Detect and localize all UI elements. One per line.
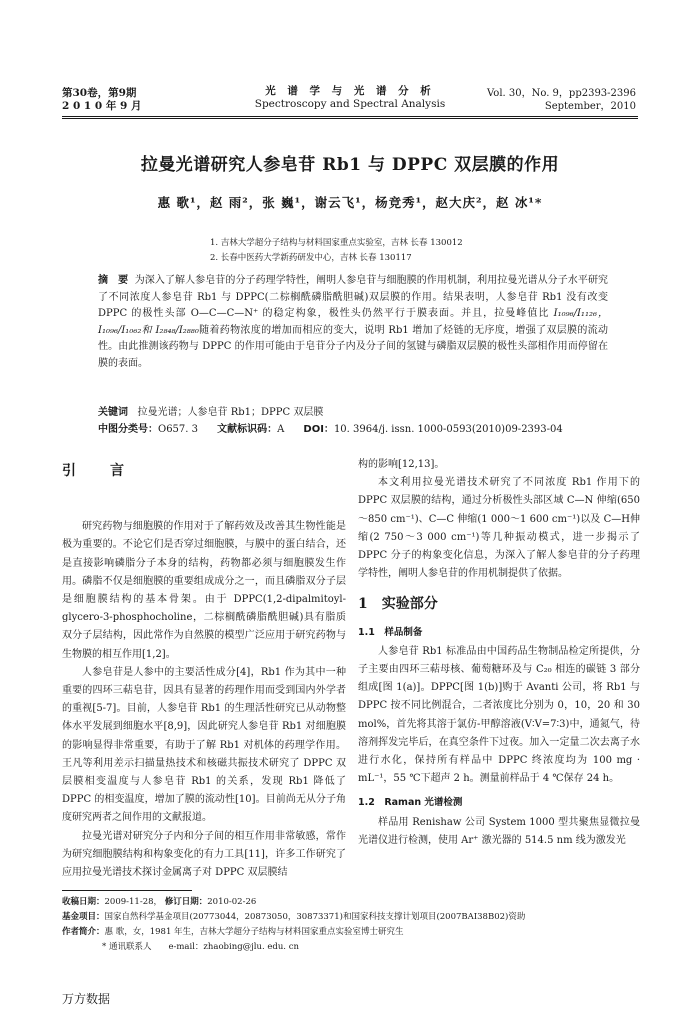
abstract [98, 273, 608, 372]
introduction-heading: 引 言 [62, 463, 134, 479]
abstract-text-1: 为深入了解人参皂苷的分子药理学特性，阐明人参皂苷与细胞膜的作用机制，利用拉曼光谱从分子水平研究了不同浓度人参皂苷 Rb1 与 DPPC(二棕榈酰磷脂酰胆碱)双层膜的作用。结果表明，人参皂苷 Rb1 没有改变 DPPC 的极性头部 O—C—C—N⁺ 的稳定构象，极性头仍然平行于膜表面。并且，拉曼峰值比 [98, 275, 609, 319]
doi-value: 10. 3964/j. issn. 1000-0593(2010)09-2393-04 [333, 423, 563, 435]
citation-volume: Vol. 30，No. 9，pp2393-2396 [487, 88, 636, 99]
subsection-1-2-text: 样品用 Renishaw 公司 System 1000 型共聚焦显微拉曼光谱仪进行检测，使用 Ar⁺ 激光器的 514.5 nm 线为激发光 [358, 816, 640, 846]
keywords-text: 拉曼光谱；人参皂苷 Rb1；DPPC 双层膜 [137, 407, 324, 418]
left-column [62, 463, 346, 882]
intro-paragraph-1: 研究药物与细胞膜的作用对于了解药效及改善其生物性能是极为重要的。不论它们是否穿过细胞膜，与膜中的蛋白结合，还是直接影响磷脂分子本身的结构，药物都必须与细胞膜发生作用。磷脂不仅是细胞膜的重要组成成分之一，而且磷脂双分子层是细胞膜结构的基本骨架。由于 DPPC(1,2-dipalmitoyl-glycero-3-phosphocholine，二棕榈酰磷脂酰胆碱)具有脂质双分子层结构，因此常作为自然膜的模型广泛应用于研究药物与生物膜的相互作用[1,2]。 [62, 521, 346, 660]
section-1-heading: 1 实验部分 [358, 596, 438, 613]
classification-line [98, 422, 618, 439]
dates-line [62, 895, 662, 910]
doi-label: DOI： [303, 423, 334, 435]
fund-line [62, 910, 662, 925]
affiliations [210, 236, 463, 266]
journal-name-en: Spectroscopy and Spectral Analysis [254, 98, 446, 110]
fund-text: 国家自然科学基金项目(20773044，20873050，30873371)和国家科技支撑计划项目(2007BAI38B02)资助 [104, 912, 526, 922]
right-column [358, 456, 640, 850]
abstract-ratios: I₁₀₉₆/I₁₁₂₆，I₁₀₉₆/I₁₀₆₂和 I₂₈₄₈/I₂₈₈₀ [98, 308, 609, 336]
bio-label: 作者简介： [62, 927, 105, 937]
article-title: 拉曼光谱研究人参皂苷 Rb1 与 DPPC 双层膜的作用 [140, 155, 560, 175]
journal-name-cn: 光 谱 学 与 光 谱 分 析 [265, 85, 435, 97]
article-authors: 惠 歌¹，赵 雨²，张 巍¹，谢云飞¹，杨竞秀¹，赵大庆²，赵 冰¹* [157, 195, 543, 210]
citation-date: September，2010 [544, 101, 636, 112]
clc-value: O657. 3 [158, 423, 199, 435]
received-date: 2009-11-28， [104, 897, 163, 907]
abstract-label: 摘 要 [98, 275, 129, 286]
bio-text: 惠 歌，女，1981 年生，吉林大学超分子结构与材料国家重点实验室博士研究生 [104, 927, 404, 937]
revised-date: 2010-02-26 [207, 897, 257, 907]
clc-label: 中图分类号： [98, 423, 158, 435]
affiliation-2: 2. 长春中医药大学新药研发中心，吉林 长春 130117 [210, 253, 412, 263]
journal-citation [487, 87, 636, 113]
intro-paragraph-3: 拉曼光谱对研究分子内和分子间的相互作用非常敏感，常作为研究细胞膜结构和构象变化的有力工具[11]，许多工作研究了应用拉曼光谱技术探讨金属离子对 DPPC 双层膜结 [62, 830, 346, 879]
affiliation-1: 1. 吉林大学超分子结构与材料国家重点实验室，吉林 长春 130012 [210, 238, 463, 248]
header-rule-bottom [62, 118, 638, 119]
issue-date-text: 2 0 1 0 年 9 月 [62, 100, 142, 112]
header-rule-top [62, 116, 638, 117]
watermark-text: 万方数据 [62, 992, 111, 1006]
intro-paragraph-2: 人参皂苷是人参中的主要活性成分[4]，Rb1 作为其中一种重要的四环三萜皂苷，因具有显著的药理作用而受到国内外学者的重视[5-7]。目前，人参皂苷 Rb1 的生理活性研究已从动物整体水平发展到细胞水平[8,9]，因此研究人参皂苷 Rb1 对细胞膜的影响显得非常重要，有助于了解 Rb1 对机体的药理学作用。王凡等利用差示扫描量热技术和核磁共振技术研究了 DPPC 双层膜相变温度与人参皂苷 Rb1 的关系，发现 Rb1 降低了 DPPC 的相变温度，增加了膜的流动性[10]。目前尚无从分子角度研究两者之间作用的文献报道。 [62, 666, 346, 824]
journal-volume-issue [62, 87, 141, 113]
doccode-value: A [277, 423, 285, 435]
doccode-label: 文献标识码： [217, 423, 278, 435]
volume-issue-text: 第30卷，第9期 [62, 87, 137, 99]
journal-name [250, 85, 450, 111]
subsection-1-1-heading: 1.1 样品制备 [358, 626, 423, 638]
footnotes [62, 895, 662, 955]
keywords-line [98, 405, 618, 422]
keywords-block [98, 405, 618, 438]
right-paragraph-0: 构的影响[12,13]。 [358, 459, 445, 470]
abstract-text-2: 随着药物浓度的增加而相应的变大，说明 Rb1 增加了烃链的无序度，增强了双层膜的流动性。由此推测该药物与 DPPC 的作用可能由于皂苷分子内及分子间的氢键与磷脂双层膜的极性头部相作用而停留在膜的表面。 [98, 324, 608, 369]
right-paragraph-1: 本文利用拉曼光谱技术研究了不同浓度 Rb1 作用下的 DPPC 双层膜的结构，通过分析极性头部区域 C—N 伸缩(650～850 cm⁻¹)、C—C 伸缩(1 000～1 600 cm⁻¹)以及 C—H伸缩(2 750～3 000 cm⁻¹)等几种振动模式，进一步揭示了 DPPC 分子的构象变化信息，为深入了解人参皂苷的分子药理学特性，阐明人参皂苷的作用机制提供了依据。 [358, 477, 640, 580]
correspondence-line: * 通讯联系人 e-mail：zhaobing@jlu. edu. cn [102, 942, 299, 952]
revised-label: 修订日期： [164, 897, 208, 907]
fund-label: 基金项目： [62, 912, 105, 922]
subsection-1-2-heading: 1.2 Raman 光谱检测 [358, 797, 463, 809]
bio-line [62, 925, 662, 940]
footnote-rule [62, 890, 192, 891]
received-label: 收稿日期： [62, 897, 105, 907]
keywords-label: 关键词 [98, 407, 128, 418]
subsection-1-1-text: 人参皂苷 Rb1 标准品由中国药品生物制品检定所提供，分子主要由四环三萜母核、葡萄糖环及与 C₂₀ 相连的碳链 3 部分组成[图 1(a)]。DPPC[图 1(b)]购于 Avanti 公司，将 Rb1 与 DPPC 按不同比例混合，二者浓度比分别为 0，10，20 和 30 mol%，首先将其溶于氯仿-甲醇溶液(V∶V=7∶3)中，通氮气，待溶剂挥发完毕后，在真空条件下过夜。加入一定量二次去离子水进行水化，保持所有样品中 DPPC 终浓度均为 100 mg · mL⁻¹，55 ℃下超声 2 h。测量前样品于 4 ℃保存 24 h。 [358, 645, 640, 785]
